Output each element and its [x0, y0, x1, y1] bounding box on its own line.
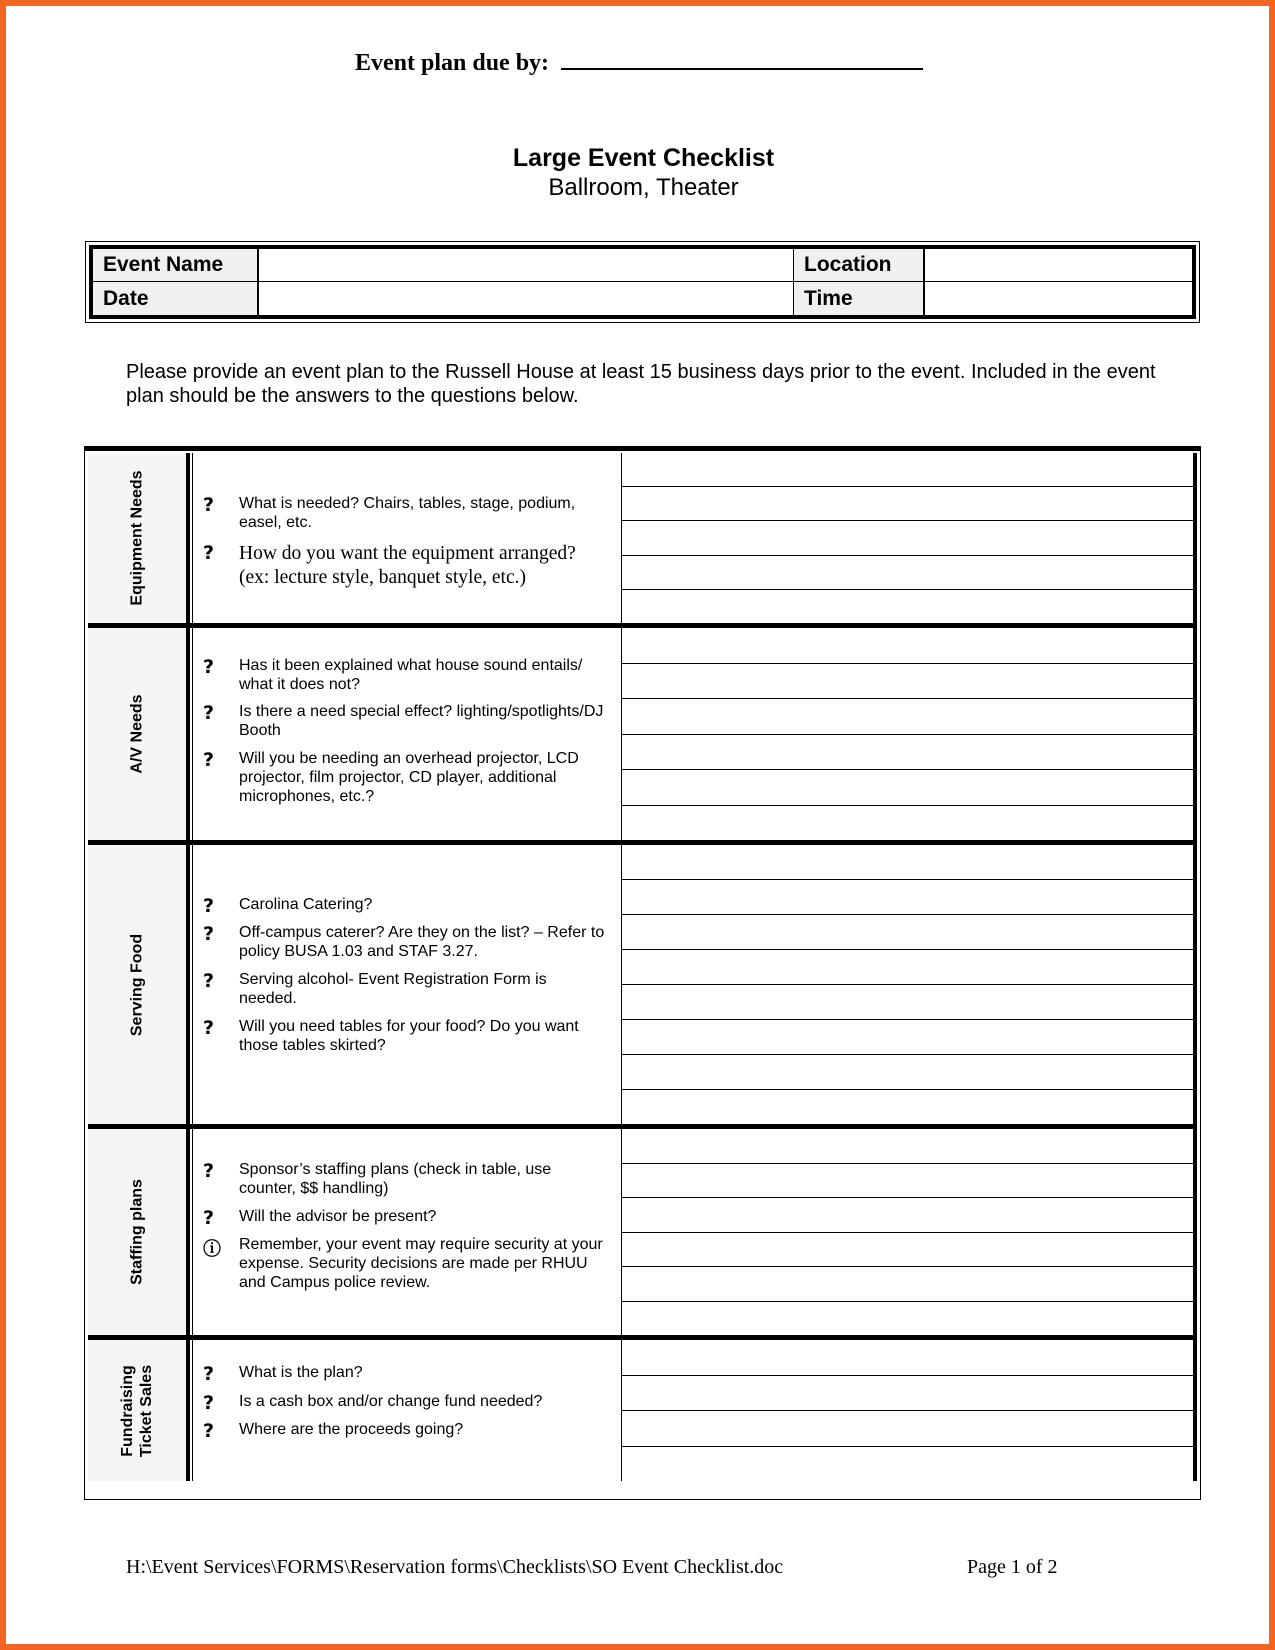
- question-item: [203, 542, 608, 590]
- answer-line[interactable]: [621, 1447, 1193, 1482]
- answer-line[interactable]: [621, 735, 1193, 771]
- question-text: Where are the proceeds going?: [239, 1421, 464, 1438]
- question-mark-icon: ?: [203, 1160, 215, 1182]
- answer-line[interactable]: [621, 1233, 1193, 1268]
- section-equipment-needs: [88, 453, 1197, 623]
- question-mark-icon: ?: [203, 702, 215, 724]
- due-date-line: [355, 50, 923, 77]
- answer-line[interactable]: [621, 845, 1193, 880]
- time-field[interactable]: [925, 282, 1192, 315]
- question-item: [203, 1235, 608, 1292]
- question-mark-icon: ?: [203, 1420, 215, 1442]
- question-text: Will you need tables for your food? Do you want those tables skirted?: [239, 1018, 579, 1054]
- answer-line[interactable]: [621, 1267, 1193, 1302]
- page-subtitle: Ballroom, Theater: [548, 174, 739, 201]
- answer-line[interactable]: [621, 1129, 1193, 1164]
- question-item: [203, 1363, 608, 1385]
- answer-line[interactable]: [621, 915, 1193, 950]
- question-mark-icon: ?: [203, 895, 215, 917]
- question-panel: [192, 453, 622, 623]
- answer-line[interactable]: [621, 1055, 1193, 1090]
- checklist-table: [84, 446, 1201, 1500]
- answer-line[interactable]: [621, 1020, 1193, 1055]
- question-mark-icon: ?: [203, 494, 215, 516]
- answer-line[interactable]: [621, 521, 1193, 555]
- question-item: [203, 895, 608, 917]
- question-mark-icon: ?: [203, 656, 215, 678]
- question-item: [203, 923, 608, 961]
- answer-line[interactable]: [621, 880, 1193, 915]
- question-text: Serving alcohol- Event Registration Form is needed.: [239, 971, 547, 1007]
- answer-line[interactable]: [621, 1376, 1193, 1412]
- section-label-text: Staffing plans: [128, 1179, 146, 1285]
- question-text: What is needed? Chairs, tables, stage, podium, easel, etc.: [239, 495, 576, 531]
- section-fundraising-ticket-sales: [88, 1340, 1197, 1481]
- answer-line[interactable]: [621, 1090, 1193, 1124]
- answer-line[interactable]: [621, 1411, 1193, 1447]
- answer-lines: [621, 845, 1197, 1124]
- answer-line[interactable]: [621, 1198, 1193, 1233]
- intro-text: Please provide an event plan to the Russell House at least 15 business days prior to the event. Included in the event plan should be the answers to the questions below.: [126, 361, 1156, 407]
- footer-page-number: Page 1 of 2: [967, 1556, 1058, 1578]
- answer-line[interactable]: [621, 699, 1193, 735]
- answer-line[interactable]: [621, 628, 1193, 664]
- question-text: Has it been explained what house sound entails/ what it does not?: [239, 657, 583, 693]
- section-label-text: Serving Food: [128, 933, 146, 1036]
- question-mark-icon: ?: [203, 749, 215, 771]
- answer-line[interactable]: [621, 950, 1193, 985]
- question-item: [203, 702, 608, 740]
- location-field[interactable]: [925, 249, 1192, 282]
- section-label-line2: Ticket Sales: [138, 1364, 155, 1457]
- section-serving-food: [88, 845, 1197, 1124]
- event-info-table: [85, 241, 1200, 323]
- question-text: Remember, your event may require security at your expense. Security decisions are made per RHUU and Campus police review.: [239, 1236, 603, 1291]
- footer-file-path: H:\Event Services\FORMS\Reservation forms\Checklists\SO Event Checklist.doc: [126, 1556, 784, 1578]
- question-panel: [192, 628, 622, 840]
- question-mark-icon: ?: [203, 542, 215, 564]
- question-mark-icon: ?: [203, 1392, 215, 1414]
- question-item: [203, 494, 608, 532]
- question-mark-icon: ?: [203, 1363, 215, 1385]
- section-label: [88, 628, 190, 840]
- answer-line[interactable]: [621, 1302, 1193, 1336]
- question-text: Off-campus caterer? Are they on the list? – Refer to policy BUSA 1.03 and STAF 3.27.: [239, 924, 605, 960]
- section-label-text: Equipment Needs: [128, 470, 146, 606]
- section-label-line1: Fundraising: [119, 1364, 136, 1457]
- question-text: Carolina Catering?: [239, 896, 373, 913]
- section-label: [88, 453, 190, 623]
- answer-line[interactable]: [621, 806, 1193, 841]
- question-text: What is the plan?: [239, 1364, 363, 1381]
- section-staffing-plans: [88, 1129, 1197, 1335]
- due-date-field[interactable]: [561, 50, 923, 70]
- question-text: Will the advisor be present?: [239, 1208, 437, 1225]
- question-text: Will you be needing an overhead projector, LCD projector, film projector, CD player, additional microphones, etc.?: [239, 750, 579, 805]
- question-item: [203, 1420, 608, 1442]
- section-label: [88, 1340, 190, 1481]
- answer-lines: [621, 1340, 1197, 1481]
- event-name-label: Event Name: [93, 249, 259, 282]
- section-av-needs: [88, 628, 1197, 840]
- date-field[interactable]: [259, 282, 794, 315]
- info-circle-icon: ⓘ: [203, 1239, 221, 1260]
- question-mark-icon: ?: [203, 923, 215, 945]
- section-label-text: A/V Needs: [128, 694, 146, 774]
- question-item: [203, 1017, 608, 1055]
- answer-lines: [621, 1129, 1197, 1335]
- answer-line[interactable]: [621, 453, 1193, 487]
- question-mark-icon: ?: [203, 1017, 215, 1039]
- question-item: [203, 1207, 608, 1229]
- question-item: [203, 749, 608, 806]
- question-panel: [192, 845, 622, 1124]
- answer-lines: [621, 628, 1197, 840]
- question-item: [203, 656, 608, 694]
- question-text: Sponsor’s staffing plans (check in table, use counter, $$ handling): [239, 1161, 552, 1197]
- answer-line[interactable]: [621, 985, 1193, 1020]
- page-title: Large Event Checklist: [512, 144, 775, 172]
- section-label: [88, 845, 190, 1124]
- question-item: [203, 1160, 608, 1198]
- question-text: Is there a need special effect? lighting/spotlights/DJ Booth: [239, 703, 604, 739]
- section-label: [88, 1129, 190, 1335]
- question-text: How do you want the equipment arranged? (ex: lecture style, banquet style, etc.): [239, 543, 576, 588]
- answer-line[interactable]: [621, 664, 1193, 700]
- section-label-text: [118, 1364, 156, 1456]
- question-panel: [192, 1340, 622, 1481]
- answer-line[interactable]: [621, 487, 1193, 521]
- answer-line[interactable]: [621, 770, 1193, 806]
- question-mark-icon: ?: [203, 970, 215, 992]
- question-text: Is a cash box and/or change fund needed?: [239, 1393, 543, 1410]
- event-name-field[interactable]: [259, 249, 794, 282]
- due-label: Event plan due by:: [355, 50, 550, 76]
- title-block: [6, 143, 1275, 203]
- answer-line[interactable]: [621, 1340, 1193, 1376]
- answer-line[interactable]: [621, 556, 1193, 590]
- question-item: [203, 970, 608, 1008]
- answer-line[interactable]: [621, 1164, 1193, 1199]
- date-label: Date: [93, 282, 259, 315]
- location-label: Location: [794, 249, 925, 282]
- answer-lines: [621, 453, 1197, 623]
- question-mark-icon: ?: [203, 1207, 215, 1229]
- question-panel: [192, 1129, 622, 1335]
- question-item: [203, 1392, 608, 1414]
- time-label: Time: [794, 282, 925, 315]
- answer-line[interactable]: [621, 590, 1193, 623]
